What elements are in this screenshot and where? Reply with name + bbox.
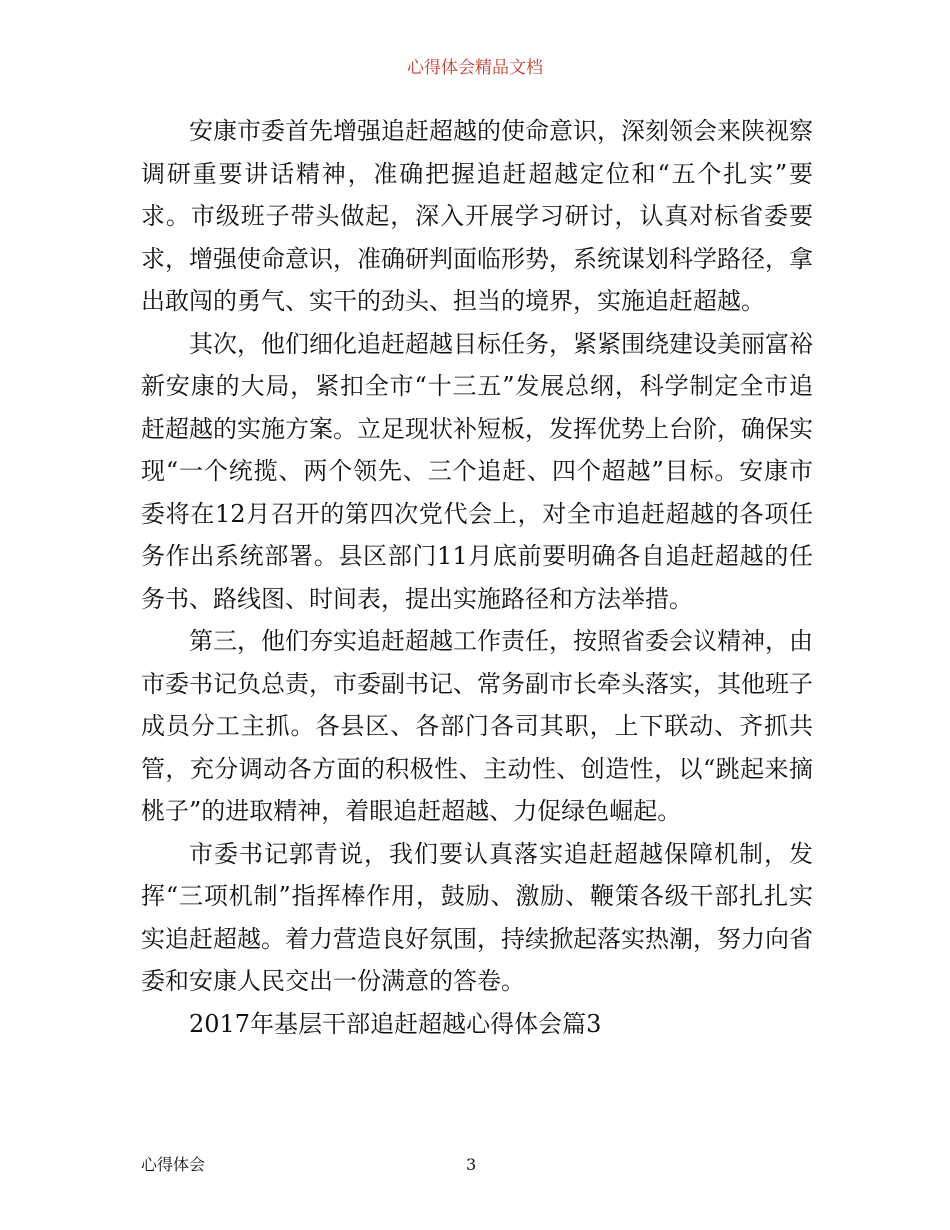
footer-label: 心得体会 [141,1155,206,1174]
page-header-title: 心得体会精品文档 [407,58,543,78]
document-body [141,110,813,1045]
paragraph-1: 安康市委首先增强追赶超越的使命意识，深刻领会来陕视察调研重要讲话精神，准确把握追赶超越定位和“五个扎实”要求。市级班子带头做起，深入开展学习研讨，认真对标省委要求，增强使命意识，准确研判面临形势，系统谋划科学路径，拿出敢闯的勇气、实干的劲头、担当的境界，实施追赶超越。 [141,117,813,315]
section-heading: 2017年基层干部追赶超越心得体会篇3 [189,1009,602,1038]
paragraph-4: 市委书记郭青说，我们要认真落实追赶超越保障机制，发挥“三项机制”指挥棒作用，鼓励、激励、鞭策各级干部扎扎实实追赶超越。着力营造良好氛围，持续掀起落实热潮，努力向省委和安康人民交出一份满意的答卷。 [141,839,813,995]
paragraph-3: 第三，他们夯实追赶超越工作责任，按照省委会议精神，由市委书记负总责，市委副书记、常务副市长牵头落实，其他班子成员分工主抓。各县区、各部门各司其职，上下联动、齐抓共管，充分调动各方面的积极性、主动性、创造性，以“跳起来摘桃子”的进取精神，着眼追赶超越、力促绿色崛起。 [141,627,813,825]
paragraph-2: 其次，他们细化追赶超越目标任务，紧紧围绕建设美丽富裕新安康的大局，紧扣全市“十三五”发展总纲，科学制定全市追赶超越的实施方案。立足现状补短板，发挥优势上台阶，确保实现“一个统揽、两个领先、三个追赶、四个超越”目标。安康市委将在12月召开的第四次党代会上，对全市追赶超越的各项任务作出系统部署。县区部门11月底前要明确各自追赶超越的任务书、路线图、时间表，提出实施路径和方法举措。 [141,329,813,613]
page-number: 3 [466,1155,477,1174]
